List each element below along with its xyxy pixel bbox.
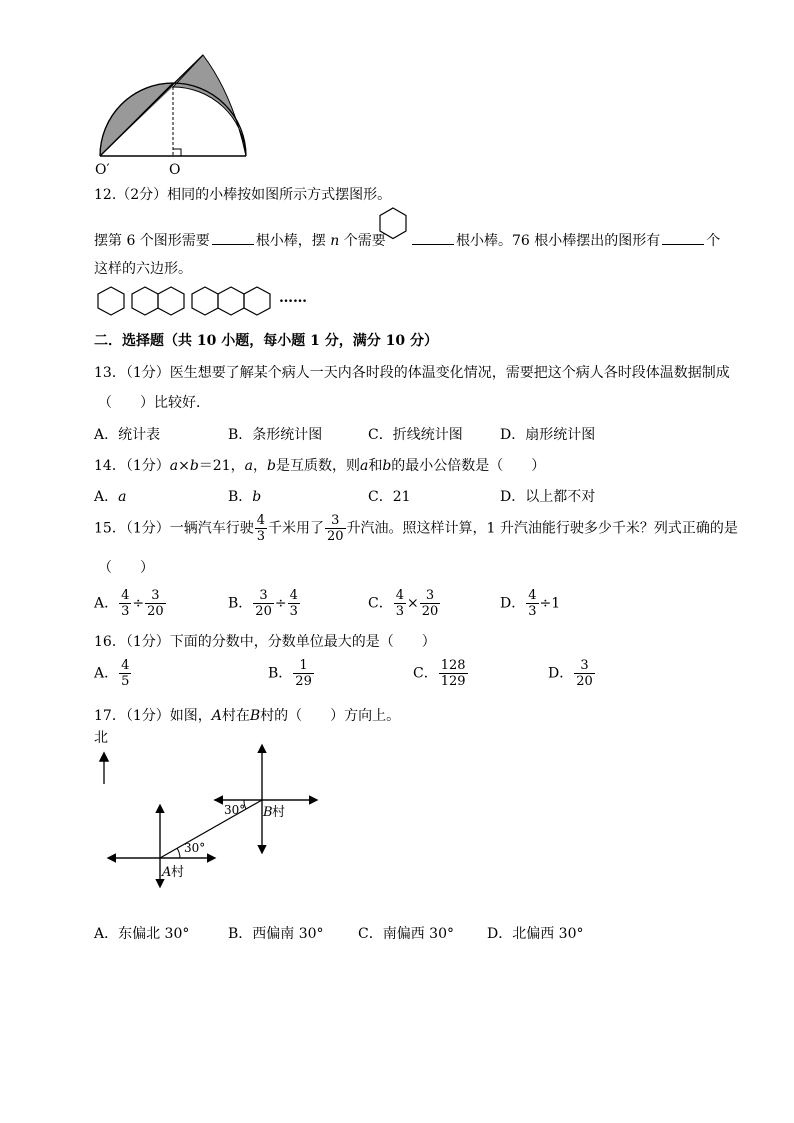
- q16-option-d[interactable]: [548, 658, 596, 689]
- q12-line1-b: [410, 230, 720, 250]
- q14-prefix: 14．（1分）: [94, 458, 170, 474]
- q15-d-one: 1: [551, 595, 561, 612]
- q16-b-num: 1: [299, 658, 308, 673]
- q14-mid: 是互质数，则: [275, 458, 360, 474]
- diagonal-line: [100, 55, 203, 156]
- q14-eq: ＝21，: [198, 458, 245, 474]
- q12-var-n: n: [330, 233, 340, 249]
- q17-option-c[interactable]: C．南偏西 30°: [358, 926, 454, 942]
- q16-d-num: 3: [580, 658, 589, 673]
- q14-option-b[interactable]: [228, 486, 261, 506]
- q15-tail: 升汽油。照这样计算，1 升汽油能行驶多少千米？列式正确的是: [346, 520, 738, 537]
- q14-option-b-var: b: [252, 489, 262, 505]
- q14-var-a: a: [169, 458, 179, 474]
- q15-c-n2: 3: [425, 588, 435, 603]
- q16-stem: 16．（1分）下面的分数中，分数单位最大的是（ ）: [94, 634, 436, 650]
- q16-option-a[interactable]: [94, 658, 132, 689]
- q15-f2-den: 20: [327, 529, 344, 544]
- q16-d-label: D．: [548, 665, 574, 682]
- q15-c-op: ×: [407, 595, 419, 612]
- q12-stem: 12.（2分）相同的小棒按如图所示方式摆图形。: [94, 187, 392, 203]
- q15-fraction-2: [325, 513, 346, 544]
- label-o: O: [169, 162, 181, 178]
- q12-l1-d: 根小棒。76 根小棒摆出的图形有: [456, 233, 661, 249]
- q16-b-frac: [293, 658, 314, 689]
- village-a-letter: A: [162, 865, 172, 880]
- q16-c-den: 129: [440, 674, 466, 689]
- q13-option-b[interactable]: B．条形统计图: [228, 427, 323, 443]
- village-a-label: 村: [171, 865, 185, 880]
- q15-f1-den: 3: [256, 529, 266, 544]
- village-b-letter: B: [263, 805, 273, 820]
- q15-a-d2: 20: [147, 604, 164, 619]
- village-b-label: 村: [272, 805, 286, 820]
- q15-c-frac1: [394, 588, 406, 619]
- direction-figure: [94, 728, 334, 888]
- q15-a-n1: 4: [121, 588, 130, 603]
- q15-b-n1: 3: [259, 588, 268, 603]
- q15-b-d1: 20: [255, 604, 272, 619]
- q15-d-op: ÷: [539, 595, 552, 612]
- q15-option-b[interactable]: [228, 588, 301, 619]
- q14-var-b3: b: [382, 458, 392, 474]
- hexagon-icon: [378, 207, 408, 241]
- q15-option-d[interactable]: [500, 588, 560, 619]
- q13-option-a[interactable]: A．统计表: [94, 427, 161, 443]
- q14-comma: ，: [252, 458, 267, 474]
- q15-a-n2: 3: [151, 588, 160, 603]
- right-angle-mark: [173, 149, 181, 156]
- q15-b-frac1: [253, 588, 274, 619]
- q15-a-d1: 3: [121, 604, 130, 619]
- q17-var-b: B: [249, 708, 261, 724]
- q14-var-b: b: [189, 458, 199, 474]
- q15-a-op: ÷: [132, 595, 145, 612]
- q14-var-a3: a: [359, 458, 369, 474]
- q14-option-a-label: A．: [94, 489, 119, 505]
- hexagon-pattern: [98, 286, 308, 318]
- section2-title: 二．选择题（共 10 小题，每小题 1 分，满分 10 分）: [94, 333, 438, 349]
- semicircle-figure: [95, 50, 265, 180]
- q16-a-frac: [119, 658, 131, 689]
- q15-b-op: ÷: [274, 595, 287, 612]
- label-o-prime: O′: [95, 162, 110, 178]
- q17-stem: [94, 705, 400, 725]
- q14-option-a[interactable]: [94, 486, 126, 506]
- q15-f2-num: 3: [331, 513, 340, 528]
- q13-option-d[interactable]: D．扇形统计图: [500, 427, 596, 443]
- q13-stem2: （ ）比较好．: [98, 395, 210, 411]
- q16-a-den: 5: [121, 674, 130, 689]
- q14-option-b-label: B．: [228, 489, 253, 505]
- q16-a-num: 4: [121, 658, 130, 673]
- q14-option-d[interactable]: D．以上都不对: [500, 489, 596, 505]
- q12-line2: 这样的六边形。: [94, 261, 192, 277]
- q15-stem: [94, 513, 738, 544]
- q15-c-n1: 4: [395, 588, 404, 603]
- q14-times: ×: [178, 458, 190, 474]
- q15-prefix: 15．（1分）一辆汽车行驶: [94, 520, 254, 537]
- q15-c-d2: 20: [421, 604, 439, 619]
- q17-mid: 村在: [221, 708, 250, 724]
- q15-option-a[interactable]: [94, 588, 167, 619]
- q14-option-a-var: a: [118, 489, 127, 505]
- q12-l1-b: 根小棒，摆: [255, 233, 326, 249]
- q16-option-c[interactable]: [413, 658, 469, 689]
- q15-b-d2: 3: [289, 604, 298, 619]
- q15-c-frac2: [420, 588, 441, 619]
- right-shaded-region: [173, 55, 246, 156]
- angle-label-b: 30°: [224, 803, 246, 817]
- q15-f1-num: 4: [256, 513, 266, 528]
- q14-tail: 的最小公倍数是（ ）: [391, 458, 546, 474]
- q15-d-d1: 3: [528, 604, 537, 619]
- q13-stem: 13．（1分）医生想要了解某个病人一天内各时段的体温变化情况，需要把这个病人各时段体温数据制成: [94, 365, 730, 381]
- q15-fraction-1: [255, 513, 267, 544]
- q14-stem: [94, 455, 545, 475]
- q15-d-label: D．: [500, 595, 526, 612]
- q17-option-b[interactable]: B．西偏南 30°: [228, 926, 324, 942]
- q15-stem2: （ ）: [98, 560, 154, 576]
- q15-b-label: B．: [228, 595, 253, 612]
- q12-l1-c: 个需要: [343, 233, 386, 249]
- q15-a-label: A．: [94, 595, 119, 612]
- q17-option-d[interactable]: D．北偏西 30°: [487, 926, 584, 942]
- q15-c-d1: 3: [395, 604, 404, 619]
- q16-b-label: B．: [268, 665, 293, 682]
- q12-line1: [94, 230, 386, 250]
- q15-c-label: C．: [368, 595, 393, 612]
- q16-d-den: 20: [576, 674, 593, 689]
- q15-b-frac2: [288, 588, 300, 619]
- q14-var-a2: a: [244, 458, 253, 474]
- q14-option-c[interactable]: C．21: [368, 489, 411, 505]
- q12-blank-2[interactable]: [412, 230, 454, 245]
- q16-option-b[interactable]: [268, 658, 315, 689]
- q16-c-num: 128: [440, 658, 466, 673]
- q15-a-frac1: [119, 588, 131, 619]
- q15-a-frac2: [145, 588, 166, 619]
- q15-option-c[interactable]: [368, 588, 441, 619]
- q12-l1-e: 个: [706, 233, 721, 249]
- q15-d-frac1: [526, 588, 538, 619]
- q12-l1-a: 摆第 6 个图形需要: [94, 233, 210, 249]
- q14-and: 和: [368, 458, 383, 474]
- q12-blank-3[interactable]: [662, 230, 704, 245]
- q15-b-n2: 4: [289, 588, 298, 603]
- q16-d-frac: [574, 658, 595, 689]
- q12-blank-1[interactable]: [212, 230, 254, 245]
- q15-mid: 千米用了: [268, 520, 325, 537]
- q17-tail: 村的（ ）方向上。: [260, 708, 401, 724]
- north-label: 北: [94, 730, 108, 746]
- q17-prefix: 17．（1分）如图，: [94, 708, 212, 724]
- q12-dots: ……: [279, 290, 307, 306]
- connecting-line: [160, 800, 262, 858]
- q17-option-a[interactable]: A．东偏北 30°: [94, 926, 190, 942]
- q15-d-n1: 4: [528, 588, 537, 603]
- q16-c-frac: [439, 658, 468, 689]
- angle-label-a: 30°: [184, 841, 206, 855]
- q13-option-c[interactable]: C．折线统计图: [368, 427, 463, 443]
- q16-b-den: 29: [295, 674, 312, 689]
- q14-var-b2: b: [266, 458, 276, 474]
- q16-a-label: A．: [94, 665, 119, 682]
- q16-c-label: C．: [413, 665, 438, 682]
- q17-var-a: A: [211, 708, 222, 724]
